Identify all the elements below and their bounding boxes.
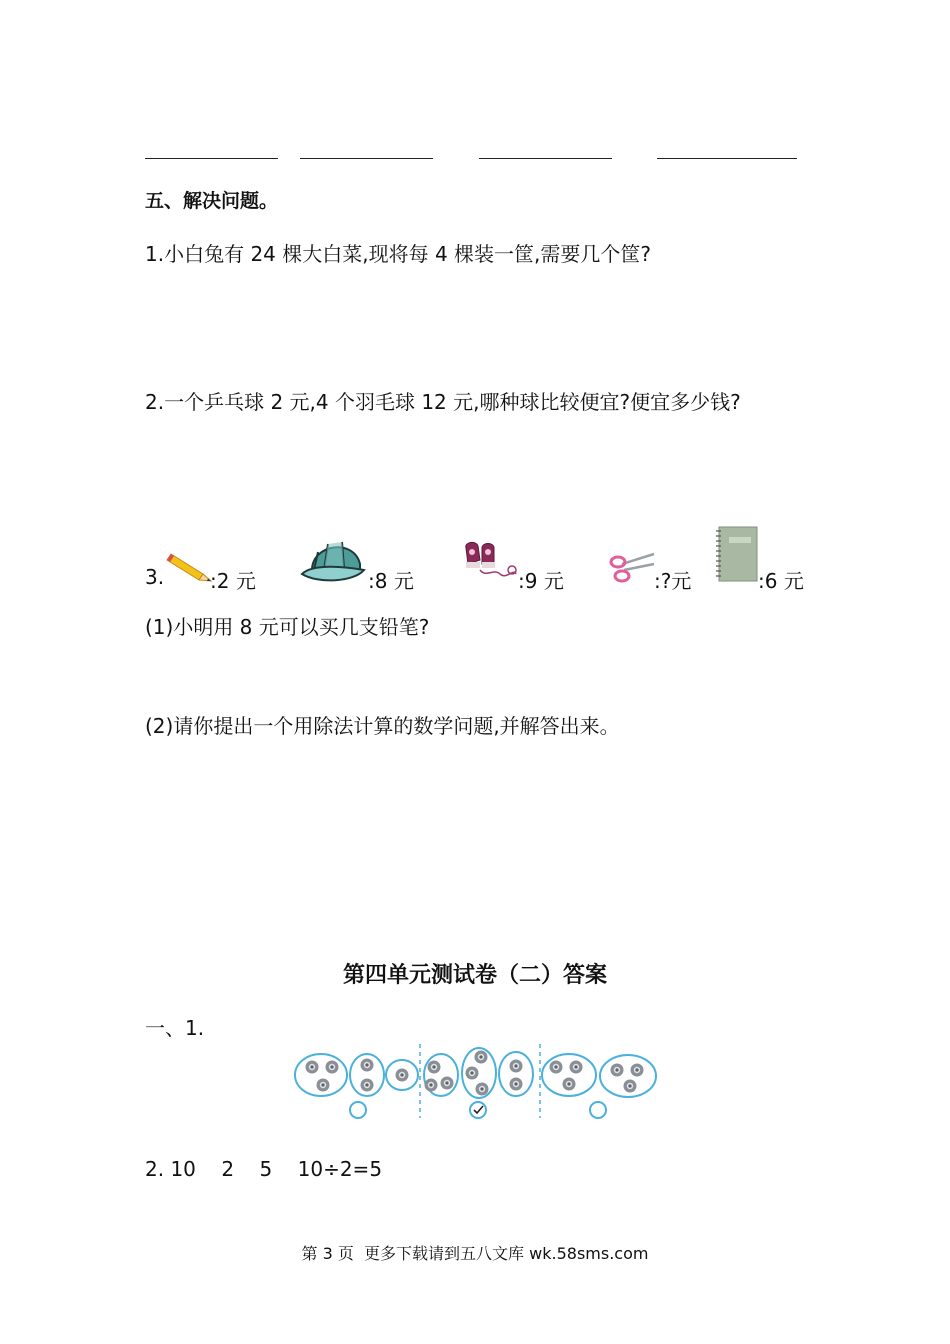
cap-icon: [298, 534, 374, 586]
answer-blank-line: [145, 158, 278, 159]
question-1: 1.小白兔有 24 棵大白菜,现将每 4 棵装一筐,需要几个筐?: [145, 242, 652, 266]
check-mark-icon: [474, 1106, 483, 1113]
grouping-answer-figure: [290, 1042, 662, 1122]
answer-blank-line: [657, 158, 797, 159]
answer-part2: 2. 10 2 5 10÷2=5: [145, 1157, 383, 1181]
page-footer: 第 3 页 更多下载请到五八文库 wk.58sms.com: [301, 1244, 649, 1263]
answer-blank-line: [300, 158, 433, 159]
question-3-number: 3.: [145, 565, 165, 589]
item-price: :9 元: [518, 569, 564, 593]
question-3-sub-2: (2)请你提出一个用除法计算的数学问题,并解答出来。: [145, 714, 620, 738]
answer-blank-line: [479, 158, 612, 159]
scissors-icon: [608, 550, 658, 584]
item-price: :8 元: [368, 569, 414, 593]
answer-choice-circle: [350, 1102, 366, 1118]
question-2: 2.一个乒乓球 2 元,4 个羽毛球 12 元,哪种球比较便宜?便宜多少钱?: [145, 390, 741, 414]
item-price: :2 元: [210, 569, 256, 593]
item-price: :6 元: [758, 569, 804, 593]
pencil-icon: [165, 550, 213, 582]
section-heading: 五、解决问题。: [145, 190, 279, 212]
answer-title: 第四单元测试卷（二）答案: [342, 962, 607, 988]
answer-choice-circle: [470, 1102, 486, 1118]
answer-part1-label: 一、1.: [145, 1016, 205, 1040]
flower-icon: [306, 1051, 644, 1096]
item-price: :?元: [654, 569, 692, 593]
answer-choice-circle: [590, 1102, 606, 1118]
mittens-icon: [460, 540, 522, 584]
notebook-icon: [715, 525, 759, 583]
question-3-sub-1: (1)小明用 8 元可以买几支铅笔?: [145, 615, 430, 639]
